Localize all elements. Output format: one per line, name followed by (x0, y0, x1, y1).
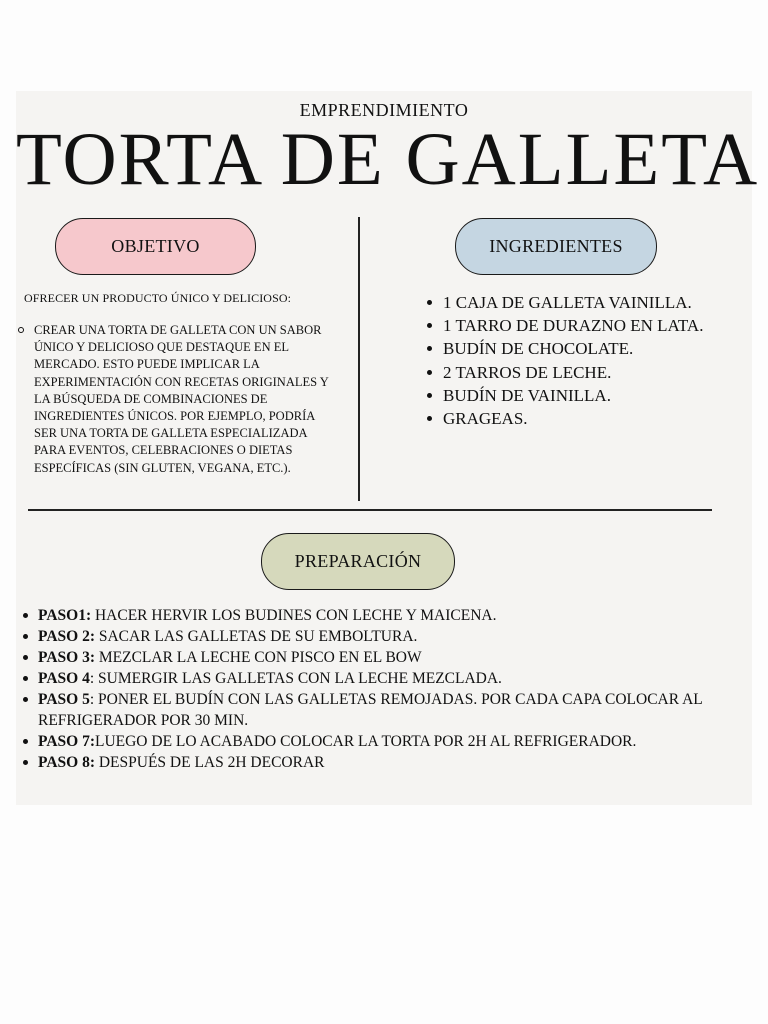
step-label: PASO1: (38, 607, 92, 624)
step-text: : PONER EL BUDÍN CON LAS GALLETAS REMOJADAS. POR CADA CAPA COLOCAR AL REFRIGERADOR POR 30 MIN. (38, 691, 703, 729)
step-item (20, 689, 744, 731)
objetivo-item: CREAR UNA TORTA DE GALLETA CON UN SABOR ÚNICO Y DELICIOSO QUE DESTAQUE EN EL MERCADO. ESTO PUEDE IMPLICAR LA EXPERIMENTACIÓN CON RECETAS ORIGINALES Y LA BÚSQUEDA DE COMBINACIONES DE INGREDIENTES ÚNICOS. POR EJEMPLO, PODRÍA SER UNA TORTA DE GALLETA ESPECIALIZADA PARA EVENTOS, CELEBRACIONES O DIETAS ESPECÍFICAS (SIN GLUTEN, VEGANA, ETC.). (18, 322, 338, 477)
preparacion-steps (20, 605, 744, 773)
objetivo-list (18, 322, 338, 477)
step-text: LUEGO DE LO ACABADO COLOCAR LA TORTA POR 2H AL REFRIGERADOR. (94, 733, 637, 750)
ingredientes-list (424, 291, 704, 430)
ingredient-item: BUDÍN DE VAINILLA. (424, 384, 704, 407)
objetivo-badge (55, 218, 256, 275)
step-text: SACAR LAS GALLETAS DE SU EMBOLTURA. (94, 628, 418, 645)
step-label: PASO 4 (38, 670, 90, 687)
ingredient-item: BUDÍN DE CHOCOLATE. (424, 337, 704, 360)
preparacion-badge (261, 533, 455, 590)
objetivo-intro: OFRECER UN PRODUCTO ÚNICO Y DELICIOSO: (24, 291, 292, 305)
step-item (20, 668, 744, 689)
step-label: PASO 3: (38, 649, 95, 666)
recipe-sheet (16, 91, 760, 805)
preparacion-label: PREPARACIÓN (294, 551, 422, 571)
step-item (20, 647, 744, 668)
ingredient-item: 1 CAJA DE GALLETA VAINILLA. (424, 291, 704, 314)
step-text: MEZCLAR LA LECHE CON PISCO EN EL BOW (94, 649, 422, 666)
ingredientes-label: INGREDIENTES (489, 236, 623, 256)
ingredient-item: GRAGEAS. (424, 407, 704, 430)
column-divider (358, 217, 360, 501)
page-subtitle: EMPRENDIMIENTO (299, 100, 469, 120)
step-text: : SUMERGIR LAS GALLETAS CON LA LECHE MEZCLADA. (89, 670, 502, 687)
page-title: TORTA DE GALLETA (16, 118, 760, 201)
step-label: PASO 2: (38, 628, 95, 645)
step-item (20, 605, 744, 626)
step-label: PASO 7: (38, 733, 95, 750)
step-item (20, 731, 744, 752)
section-divider (28, 509, 712, 511)
ingredient-item: 2 TARROS DE LECHE. (424, 361, 704, 384)
step-text: DESPUÉS DE LAS 2H DECORAR (94, 754, 325, 771)
step-label: PASO 8: (38, 754, 95, 771)
step-label: PASO 5 (38, 691, 90, 708)
ingredient-item: 1 TARRO DE DURAZNO EN LATA. (424, 314, 704, 337)
step-item (20, 626, 744, 647)
step-text: HACER HERVIR LOS BUDINES CON LECHE Y MAICENA. (91, 607, 497, 624)
step-item (20, 752, 744, 773)
ingredientes-badge (455, 218, 657, 275)
objetivo-label: OBJETIVO (111, 236, 200, 256)
